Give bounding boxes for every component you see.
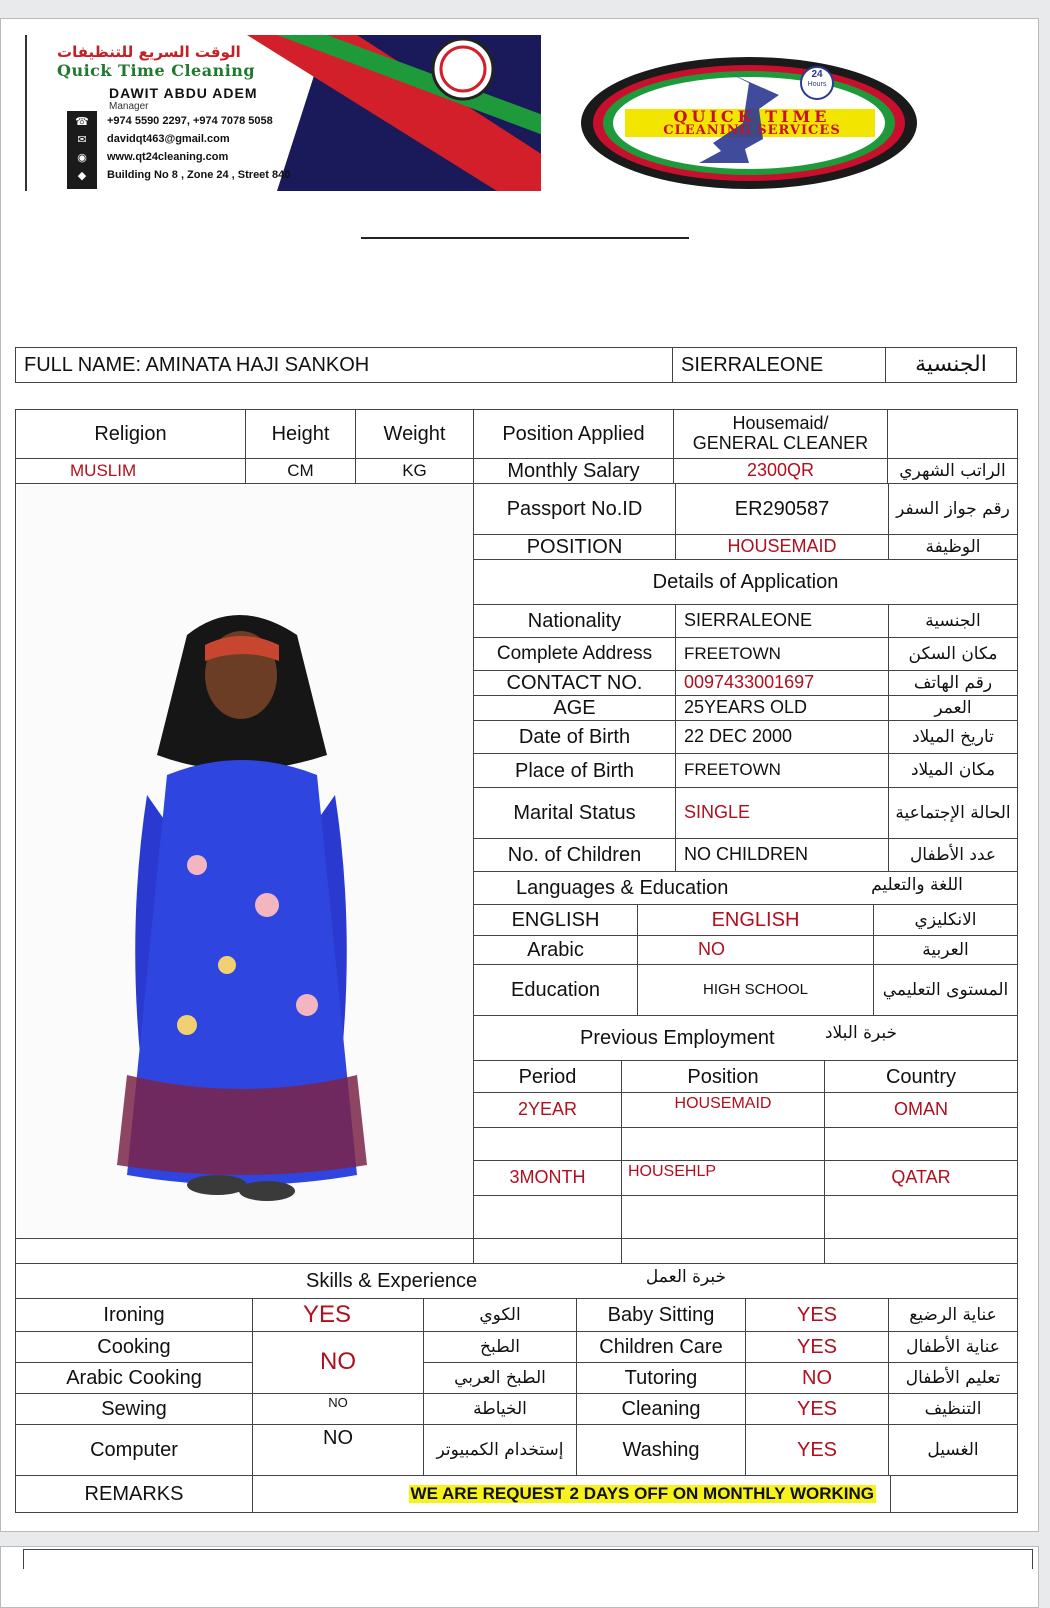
emp-row1-period: 2YEAR <box>473 1092 622 1128</box>
address-ar: مكان السكن <box>888 637 1018 671</box>
skill-sewing-value: NO <box>252 1393 424 1425</box>
education-label: Education <box>473 964 638 1016</box>
education-ar: المستوى التعليمي <box>873 964 1018 1016</box>
pob-ar: مكان الميلاد <box>888 753 1018 788</box>
religion-label: Religion <box>15 409 246 459</box>
cv-page <box>0 18 1039 1532</box>
skill-cooking-label: Cooking <box>15 1331 253 1363</box>
emp-row2-period: 3MONTH <box>473 1160 622 1196</box>
card-address: Building No 8 , Zone 24 , Street 840 <box>107 169 291 181</box>
skill-arabic-cooking-ar: الطبخ العربي <box>423 1362 577 1394</box>
contact-ar: رقم الهاتف <box>888 670 1018 696</box>
lang-arabic-ar: العربية <box>873 935 1018 965</box>
lang-english-label: ENGLISH <box>473 904 638 936</box>
children-ar: عدد الأطفال <box>888 838 1018 872</box>
remarks-empty <box>890 1475 1018 1513</box>
skill-sewing-ar: الخياطة <box>423 1393 577 1425</box>
skill-childcare-value: YES <box>745 1331 889 1363</box>
nationality-ar: الجنسية <box>888 604 1018 638</box>
dob-ar: تاريخ الميلاد <box>888 720 1018 754</box>
emp-period-header: Period <box>473 1060 622 1093</box>
contact-value: 0097433001697 <box>675 670 889 696</box>
skill-ironing-label: Ironing <box>15 1298 253 1332</box>
card-website: www.qt24cleaning.com <box>107 151 229 163</box>
education-value: HIGH SCHOOL <box>637 964 874 1016</box>
emp-position-header: Position <box>621 1060 825 1093</box>
address-label: Complete Address <box>473 637 676 671</box>
emp-row1-country: OMAN <box>824 1092 1018 1128</box>
contact-icon-bar <box>67 111 97 189</box>
skill-computer-label: Computer <box>15 1424 253 1476</box>
age-value: 25YEARS OLD <box>675 695 889 721</box>
age-ar: العمر <box>888 695 1018 721</box>
lang-arabic-label: Arabic <box>473 935 638 965</box>
religion-value: MUSLIM <box>15 458 246 484</box>
photo-frame <box>15 483 474 1239</box>
manager-role: Manager <box>109 101 149 112</box>
skills-title: Skills & Experience <box>15 1263 1018 1299</box>
emp-row2-position: HOUSEHLP <box>621 1160 825 1196</box>
marital-ar: الحالة الإجتماعية <box>888 787 1018 839</box>
skill-computer-ar: إستخدام الكمبيوتر <box>423 1424 577 1476</box>
children-value: NO CHILDREN <box>675 838 889 872</box>
marital-label: Marital Status <box>473 787 676 839</box>
pob-value: FREETOWN <box>675 753 889 788</box>
company-name-arabic: الوقت السريع للتنظيفات <box>57 43 241 61</box>
children-label: No. of Children <box>473 838 676 872</box>
emp-blank-2b <box>621 1195 825 1239</box>
lang-english-value: ENGLISH <box>637 904 874 936</box>
skill-sewing-label: Sewing <box>15 1393 253 1425</box>
logo-badge-24: 24 <box>811 69 823 80</box>
nationality-value: SIERRALEONE <box>675 604 889 638</box>
weight-label: Weight <box>355 409 474 459</box>
contact-label: CONTACT NO. <box>473 670 676 696</box>
marital-value: SINGLE <box>675 787 889 839</box>
remarks-value: WE ARE REQUEST 2 DAYS OFF ON MONTHLY WORKING <box>410 1483 874 1503</box>
age-label: AGE <box>473 695 676 721</box>
dob-label: Date of Birth <box>473 720 676 754</box>
position-applied-value: Housemaid/ GENERAL CLEANER <box>673 409 888 459</box>
position-label: POSITION <box>473 534 676 560</box>
skill-ironing-ar: الكوي <box>423 1298 577 1332</box>
passport-value: ER290587 <box>675 483 889 535</box>
position-value: HOUSEMAID <box>675 534 889 560</box>
blank-row-c <box>824 1238 1018 1264</box>
position-ar: الوظيفة <box>888 534 1018 560</box>
skill-cooking-value: NO <box>252 1331 424 1394</box>
skill-childcare-label: Children Care <box>576 1331 746 1363</box>
height-value: CM <box>245 458 356 484</box>
skill-arabic-cooking-label: Arabic Cooking <box>15 1362 253 1394</box>
company-name-english: Quick Time Cleaning <box>57 61 256 80</box>
card-email: davidqt463@gmail.com <box>107 133 230 145</box>
nationality-ar-cell: الجنسية <box>885 347 1017 383</box>
details-section-title: Details of Application <box>473 559 1018 605</box>
salary-label: Monthly Salary <box>473 458 674 484</box>
passport-ar: رقم جواز السفر <box>888 483 1018 535</box>
business-card <box>25 35 541 191</box>
country-cell: SIERRALEONE <box>672 347 886 383</box>
email-icon: ✉ <box>77 134 87 146</box>
employment-title-ar: خبرة البلاد <box>824 1023 898 1043</box>
skill-washing-ar: الغسيل <box>888 1424 1018 1476</box>
blank-row-a <box>473 1238 622 1264</box>
logo-badge-hours: Hours <box>807 81 827 88</box>
height-label: Height <box>245 409 356 459</box>
globe-icon: ◉ <box>77 152 87 164</box>
emp-blank-1b <box>621 1127 825 1161</box>
skill-cleaning-ar: التنظيف <box>888 1393 1018 1425</box>
manager-name: DAWIT ABDU ADEM <box>109 85 258 101</box>
languages-title-ar: اللغة والتعليم <box>871 875 963 895</box>
weight-value: KG <box>355 458 474 484</box>
emp-blank-2c <box>824 1195 1018 1239</box>
location-icon: ◆ <box>77 170 87 182</box>
skill-ironing-value: YES <box>252 1298 424 1332</box>
skill-babysitting-value: YES <box>745 1298 889 1332</box>
signature-line <box>361 237 689 239</box>
company-logo <box>579 53 949 193</box>
skill-washing-label: Washing <box>576 1424 746 1476</box>
skill-computer-value: NO <box>252 1424 424 1476</box>
address-value: FREETOWN <box>675 637 889 671</box>
skill-tutoring-label: Tutoring <box>576 1362 746 1394</box>
logo-line2: CLEANING SERVICES <box>663 123 841 138</box>
full-name-cell: FULL NAME: AMINATA HAJI SANKOH <box>15 347 673 383</box>
remarks-label: REMARKS <box>15 1475 253 1513</box>
skills-title-ar: خبرة العمل <box>645 1267 727 1287</box>
position-ar-empty <box>887 409 1018 459</box>
employment-title: Previous Employment <box>473 1015 1018 1061</box>
dob-value: 22 DEC 2000 <box>675 720 889 754</box>
remarks-value-cell <box>252 1475 891 1513</box>
emp-blank-1c <box>824 1127 1018 1161</box>
skill-cooking-ar: الطبخ <box>423 1331 577 1363</box>
emp-row1-position: HOUSEMAID <box>621 1092 825 1128</box>
emp-row2-country: QATAR <box>824 1160 1018 1196</box>
skill-babysitting-label: Baby Sitting <box>576 1298 746 1332</box>
card-phone: +974 5590 2297, +974 7078 5058 <box>107 115 273 127</box>
lang-arabic-value: NO <box>637 935 874 965</box>
emp-blank-2a <box>473 1195 622 1239</box>
emp-blank-1a <box>473 1127 622 1161</box>
position-applied-label: Position Applied <box>473 409 674 459</box>
skill-childcare-ar: عناية الأطفال <box>888 1331 1018 1363</box>
pob-label: Place of Birth <box>473 753 676 788</box>
blank-row-b <box>621 1238 825 1264</box>
salary-value: 2300QR <box>673 458 888 484</box>
next-page-table-edge <box>23 1549 1033 1569</box>
skill-washing-value: YES <box>745 1424 889 1476</box>
emp-country-header: Country <box>824 1060 1018 1093</box>
blank-row-left <box>15 1238 474 1264</box>
skill-tutoring-value: NO <box>745 1362 889 1394</box>
lang-english-ar: الانكليزي <box>873 904 1018 936</box>
skill-cleaning-value: YES <box>745 1393 889 1425</box>
languages-title: Languages & Education <box>473 871 1018 905</box>
logo-line1: QUICK TIME <box>673 107 831 126</box>
passport-label: Passport No.ID <box>473 483 676 535</box>
phone-icon: ☎ <box>75 116 89 128</box>
skill-cleaning-label: Cleaning <box>576 1393 746 1425</box>
nationality-label: Nationality <box>473 604 676 638</box>
next-page-edge <box>0 1546 1039 1608</box>
salary-ar: الراتب الشهري <box>887 458 1018 484</box>
skill-tutoring-ar: تعليم الأطفال <box>888 1362 1018 1394</box>
skill-babysitting-ar: عناية الرضيع <box>888 1298 1018 1332</box>
